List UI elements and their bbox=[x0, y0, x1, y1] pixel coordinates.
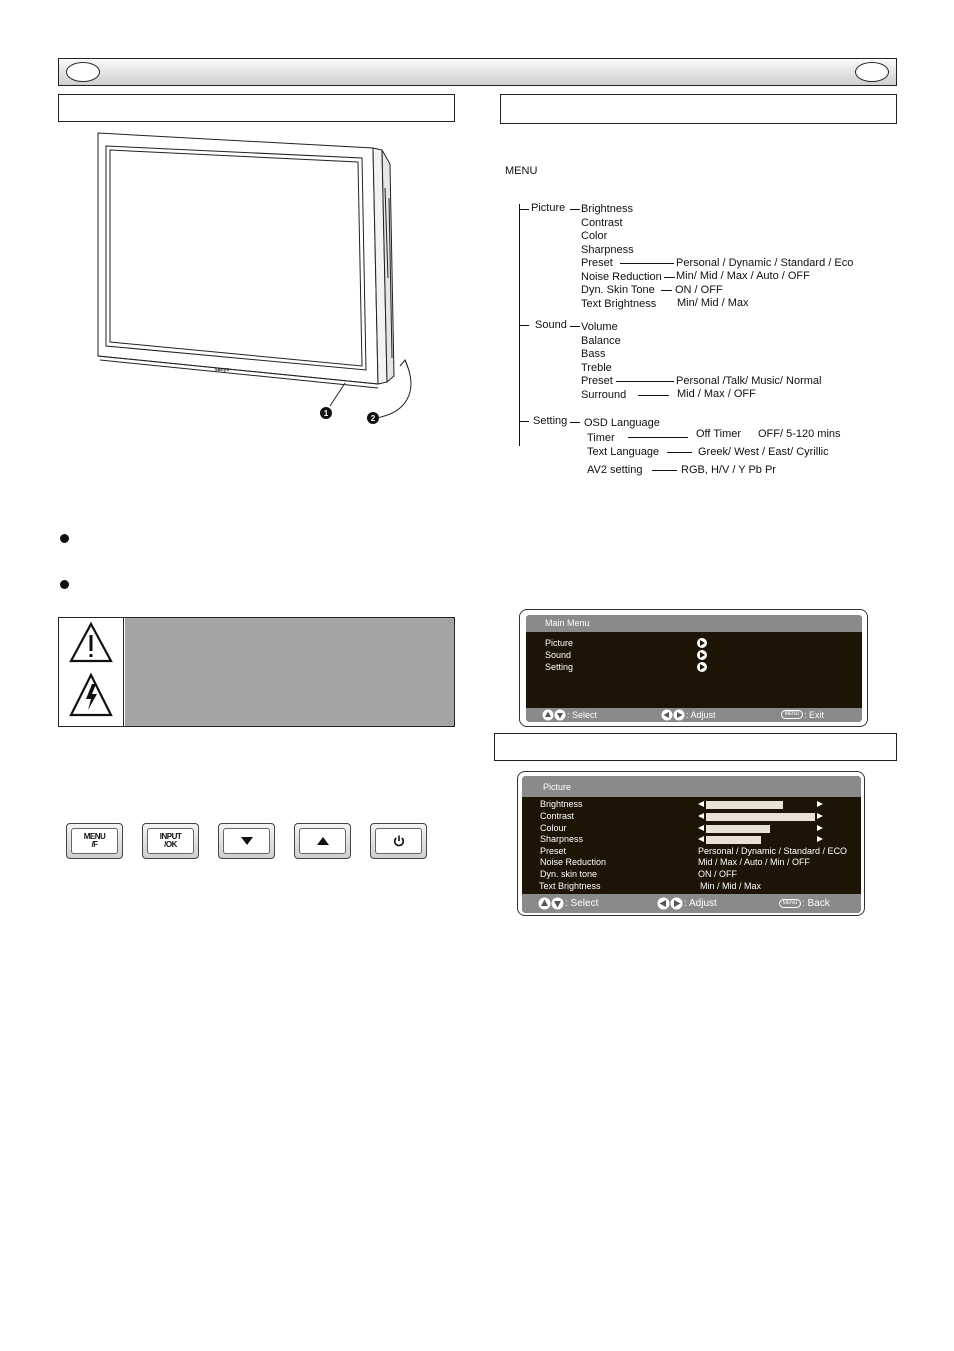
brightness-increase-icon bbox=[817, 801, 823, 807]
up-down-select-icon bbox=[538, 897, 564, 910]
left-right-adjust-icon bbox=[661, 709, 685, 721]
tv-brand-logo: sanyo bbox=[215, 367, 230, 373]
menu-key-icon: MENU bbox=[781, 710, 803, 719]
warning-icons-column bbox=[59, 618, 124, 726]
tree-item-text-language: Text Language bbox=[587, 446, 660, 458]
tree-setting-label: Setting bbox=[533, 415, 568, 427]
tree-item-balance: Balance bbox=[581, 334, 621, 347]
tv-illustration bbox=[60, 128, 460, 428]
tree-item-osd-language: OSD Language bbox=[584, 417, 660, 429]
menu-key-icon: MENU bbox=[779, 899, 801, 908]
tree-item-color: Color bbox=[581, 230, 608, 242]
down-button[interactable] bbox=[218, 823, 275, 859]
picture-back-hint: : Back bbox=[802, 898, 830, 909]
menu-f-button[interactable] bbox=[66, 823, 123, 859]
main-menu-osd-frame bbox=[519, 609, 868, 727]
main-menu-arrow-icons bbox=[696, 638, 708, 674]
tree-item-text-brightness: Text Brightness bbox=[581, 297, 657, 310]
tree-timer-mid: Off Timer bbox=[696, 428, 742, 440]
tree-av2-options: RGB, H/V / Y Pb Pr bbox=[681, 464, 776, 476]
contrast-level bbox=[706, 813, 815, 821]
picture-osd-screen bbox=[522, 776, 861, 913]
tree-timer-options: OFF/ 5-120 mins bbox=[758, 428, 841, 440]
header-band bbox=[58, 58, 897, 86]
input-ok-button[interactable] bbox=[142, 823, 199, 859]
section-header-right bbox=[500, 94, 897, 124]
power-button[interactable] bbox=[370, 823, 427, 859]
picture-row-text-brightness[interactable]: Text Brightness bbox=[539, 881, 601, 891]
language-oval-left bbox=[66, 62, 100, 82]
picture-footer bbox=[522, 894, 861, 913]
colour-level bbox=[706, 825, 770, 833]
colour-increase-icon bbox=[817, 825, 823, 831]
menu-root-label: MENU bbox=[505, 165, 538, 177]
tree-item-volume: Volume bbox=[581, 321, 618, 333]
contrast-decrease-icon bbox=[698, 813, 704, 819]
tree-item-timer: Timer bbox=[587, 432, 615, 444]
picture-row-sharpness[interactable]: Sharpness bbox=[540, 834, 584, 844]
caution-icon bbox=[71, 624, 111, 661]
tree-branch-setting bbox=[519, 421, 529, 422]
sharpness-decrease-icon bbox=[698, 836, 704, 842]
main-menu-item-setting[interactable]: Setting bbox=[545, 662, 574, 672]
main-menu-select-hint: : Select bbox=[567, 710, 598, 720]
brightness-decrease-icon bbox=[698, 801, 704, 807]
brightness-level bbox=[706, 801, 783, 809]
tree-item-surround: Surround bbox=[581, 388, 627, 401]
tree-connector-picture bbox=[570, 209, 580, 210]
main-menu-title: Main Menu bbox=[545, 618, 590, 628]
main-menu-item-picture[interactable]: Picture bbox=[545, 638, 574, 648]
main-menu-footer bbox=[526, 708, 862, 722]
tree-item-preset: Preset bbox=[581, 257, 613, 269]
sharpness-level bbox=[706, 836, 761, 844]
main-menu-osd-screen bbox=[526, 615, 862, 722]
contrast-increase-icon bbox=[817, 813, 823, 819]
picture-row-brightness[interactable]: Brightness bbox=[540, 799, 583, 809]
input-ok-button-label: INPUT /OK bbox=[159, 832, 182, 849]
down-arrow-icon bbox=[240, 836, 254, 846]
bullet-point-2 bbox=[60, 580, 69, 589]
picture-osd-frame bbox=[517, 771, 865, 916]
electric-shock-icon bbox=[71, 675, 111, 715]
picture-row-colour[interactable]: Colour bbox=[540, 823, 567, 833]
up-button[interactable] bbox=[294, 823, 351, 859]
warning-box bbox=[58, 617, 455, 727]
tree-connector-sound bbox=[570, 326, 580, 327]
up-down-select-icon bbox=[542, 709, 566, 721]
tree-sound-preset-options: Personal /Talk/ Music/ Normal bbox=[676, 375, 822, 387]
power-icon bbox=[392, 834, 406, 848]
picture-skin-value: ON / OFF bbox=[698, 869, 737, 879]
tree-item-brightness: Brightness bbox=[581, 203, 633, 215]
tree-sound-items bbox=[581, 321, 626, 402]
picture-adjust-hint: : Adjust bbox=[684, 898, 717, 909]
language-oval-right bbox=[855, 62, 889, 82]
callout-1-label: 1 bbox=[323, 409, 329, 418]
main-menu-adjust-hint: : Adjust bbox=[686, 710, 716, 720]
tree-line-sound-preset bbox=[616, 381, 674, 382]
picture-title: Picture bbox=[543, 782, 572, 792]
picture-select-hint: : Select bbox=[565, 898, 599, 909]
picture-row-contrast[interactable]: Contrast bbox=[540, 811, 575, 821]
tree-preset-options: Personal / Dynamic / Standard / Eco bbox=[676, 257, 854, 269]
tree-noise-options: Min/ Mid / Max / Auto / OFF bbox=[676, 270, 810, 282]
tree-line-surround bbox=[638, 395, 669, 396]
colour-decrease-icon bbox=[698, 825, 704, 831]
picture-preset-value: Personal / Dynamic / Standard / ECO bbox=[698, 846, 848, 856]
picture-title-bar bbox=[522, 776, 861, 797]
tree-branch-picture bbox=[519, 209, 529, 210]
tree-connector-setting bbox=[570, 422, 580, 423]
tree-text-brightness-options: Min/ Mid / Max bbox=[677, 297, 749, 309]
tree-item-noise: Noise Reduction bbox=[581, 270, 662, 283]
main-menu-title-bar bbox=[526, 615, 862, 632]
section-header-picture bbox=[494, 733, 897, 761]
tree-item-bass: Bass bbox=[581, 348, 606, 360]
tree-line-preset bbox=[620, 263, 674, 264]
tree-item-skin-tone: Dyn. Skin Tone bbox=[581, 284, 655, 296]
main-menu-exit-hint: : Exit bbox=[804, 710, 825, 720]
tree-surround-options: Mid / Max / OFF bbox=[677, 388, 756, 400]
section-header-left bbox=[58, 94, 455, 122]
tree-picture-label: Picture bbox=[531, 202, 566, 214]
tree-item-sound-preset: Preset bbox=[581, 375, 613, 387]
callout-2-label: 2 bbox=[370, 414, 376, 423]
tree-text-language-options: Greek/ West / East/ Cyrillic bbox=[698, 446, 829, 458]
picture-row-noise[interactable]: Noise Reduction bbox=[540, 857, 607, 867]
up-arrow-icon bbox=[316, 836, 330, 846]
tree-line-timer bbox=[628, 437, 688, 438]
main-menu-item-sound[interactable]: Sound bbox=[545, 650, 572, 660]
tree-line-noise bbox=[664, 277, 675, 278]
bullet-point-1 bbox=[60, 534, 69, 543]
picture-text-brightness-value: Min / Mid / Max bbox=[700, 881, 762, 891]
picture-row-preset[interactable]: Preset bbox=[540, 846, 567, 856]
tree-sound-label: Sound bbox=[535, 319, 567, 331]
tree-item-contrast: Contrast bbox=[581, 216, 623, 229]
tree-picture-items bbox=[581, 203, 662, 311]
tree-item-treble: Treble bbox=[581, 361, 612, 374]
tree-line-text-language bbox=[667, 452, 692, 453]
tree-line-av2 bbox=[652, 470, 677, 471]
menu-f-button-label: MENU /F bbox=[83, 832, 106, 849]
left-right-adjust-icon bbox=[657, 897, 683, 910]
tree-skin-options: ON / OFF bbox=[675, 284, 723, 296]
tree-item-av2: AV2 setting bbox=[587, 464, 643, 476]
tree-line-skin bbox=[661, 290, 672, 291]
tree-branch-sound bbox=[519, 325, 529, 326]
picture-row-skin-tone[interactable]: Dyn. skin tone bbox=[540, 869, 598, 879]
picture-noise-value: Mid / Max / Auto / Min / OFF bbox=[698, 857, 811, 867]
tree-item-sharpness: Sharpness bbox=[581, 243, 634, 256]
sharpness-increase-icon bbox=[817, 836, 823, 842]
warning-text-area bbox=[125, 618, 454, 726]
